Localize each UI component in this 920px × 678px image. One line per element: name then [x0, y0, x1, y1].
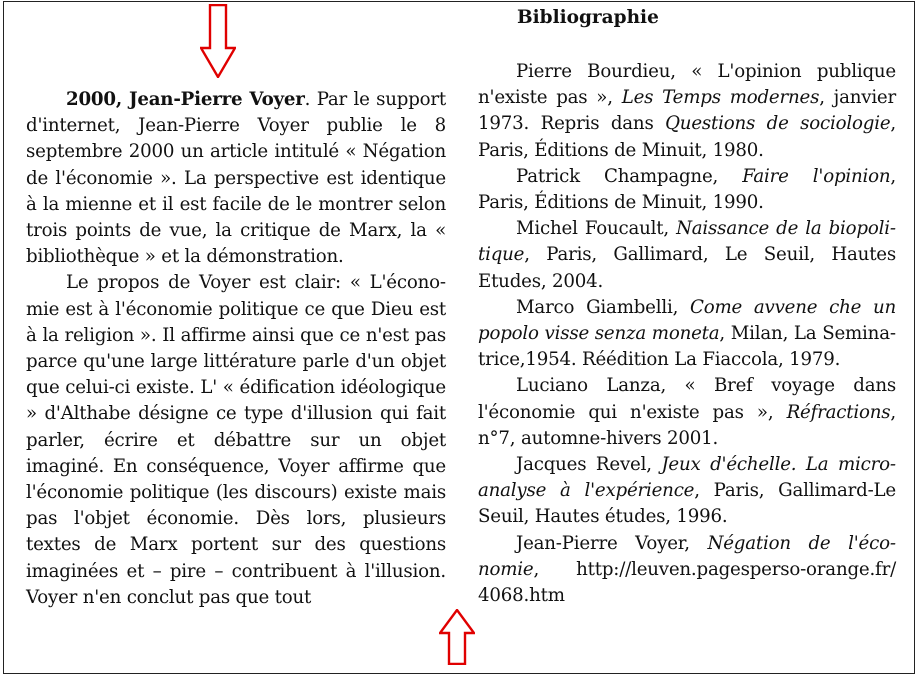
entry-mid: , Paris, Éditions de Minuit, 1990.: [478, 165, 896, 214]
entry-mid: , janvier 1973. Repris dans: [478, 87, 896, 135]
entry-pre: Jean-Pierre Voyer,: [516, 532, 708, 554]
bibliography-entry: [478, 452, 896, 531]
bibliography-entry: [478, 295, 896, 374]
arrow-down-icon: [200, 4, 236, 78]
entry-pre: Luciano Lanza, « Bref voyage dans l'économie qui n'existe pas »,: [478, 375, 896, 423]
entry-pre: Patrick Champagne,: [516, 165, 743, 187]
entry-pre: Jacques Revel,: [516, 454, 662, 476]
entry-italic: Jeux d'échelle. La microanalyse à l'expérience: [478, 454, 896, 502]
bibliography-entry: [478, 216, 896, 295]
entry-italic: Les Temps modernes: [621, 87, 820, 109]
entry-pre: Marco Giambelli,: [516, 296, 690, 318]
entry-mid: , n°7, automne-hivers 2001.: [478, 401, 896, 449]
arrow-up-icon: [439, 609, 475, 665]
entry-mid: , Paris, Gallimard, Le Seuil, Hautes Etudes, 2004.: [478, 244, 896, 292]
entry-italic: Négation de l'économie: [478, 532, 896, 580]
entry-italic: Faire l'opinion: [742, 165, 891, 187]
paragraph-1-heading: 2000, Jean-Pierre Voyer: [66, 89, 305, 110]
paragraph-2: Le propos de Voyer est clair: « L'économie est à l'économie politique ce que Dieu est à la religion ». Il affirme ainsi que ce n'est pas parce qu'une large littérature parle d'un objet que celui-ci existe. L' « édification idéologique » d'Althabe désigne ce type d'illusion qui fait parler, écrire et débattre sur un objet imaginé. En conséquence, Voyer affirme que l'économie politique (les discours) existe mais pas l'objet économie. Dès lors, plusieurs textes de Marx portent sur des questions imaginées et – pire – contribuent à l'illusion. Voyer n'en conclut pas que tout: [26, 272, 446, 608]
entry-pre: Pierre Bourdieu, « L'opinion publique n'existe pas »,: [478, 61, 896, 109]
left-column: [26, 87, 446, 611]
bibliography-entry: [478, 59, 896, 164]
entry-italic: Réfractions: [786, 401, 891, 423]
paragraph-1-text: . Par le support d'internet, Jean-Pierre Voyer publie le 8 septembre 2000 un article intitulé « Négation de l'économie ». La perspective est identique à la mienne et il est facile de le montrer selon trois points de vue, la critique de Marx, la « bibliothèque » et la démonstration.: [26, 89, 447, 268]
paragraph-1: [26, 87, 446, 270]
entry-mid: , Milan, La Seminatrice,1954. Réédition La Fiaccola, 1979.: [478, 323, 896, 371]
bibliography-entry: [478, 164, 896, 216]
bibliography-entry: [478, 531, 896, 610]
entry-mid: , Paris, Gallimard-Le Seuil, Hautes études, 1996.: [478, 480, 896, 528]
bibliography-entry: [478, 373, 896, 452]
entry-pre: Michel Foucault,: [516, 218, 677, 240]
bibliography-list: [478, 59, 896, 609]
bibliography-title: Bibliographie: [517, 7, 659, 28]
entry-italic2: Questions de sociologie: [665, 113, 891, 135]
entry-italic: Naissance de la biopolitique: [478, 218, 896, 266]
entry-italic: Come avvene che un popolo visse senza moneta: [478, 296, 897, 345]
entry-mid: , http://leuven.pagesperso-orange.fr/ 4068.htm: [478, 558, 896, 607]
entry-post: , Paris, Éditions de Minuit, 1980.: [478, 113, 896, 161]
